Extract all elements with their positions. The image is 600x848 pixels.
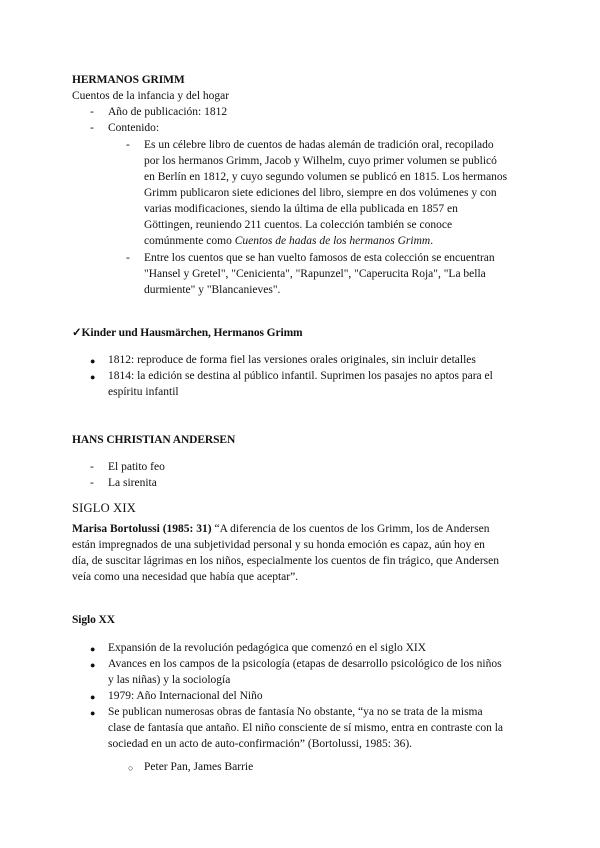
grimm-desc-line-last xyxy=(144,233,433,249)
grimm-subtitle: Cuentos de la infancia y del hogar xyxy=(72,90,230,102)
sigloxx-bullet-cont: sociedad en un acto de auto-confirmación” (Bortolussi, 1985: 36). xyxy=(108,738,413,750)
grimm-item-year: Año de publicación: 1812 xyxy=(108,106,228,118)
quote-author: Marisa Bortolussi (1985: 31) xyxy=(72,523,212,535)
grimm-desc-line: por los hermanos Grimm, Jacob y Wilhelm, cuyo primer volumen se publicó xyxy=(144,155,497,167)
kinder-bullet: 1812: reproduce de forma fiel las versiones orales originales, sin incluir detalles xyxy=(108,354,476,366)
grimm-item-content: Contenido: xyxy=(108,122,160,134)
kinder-bullet: 1814: la edición se destina al público infantil. Suprimen los pasajes no aptos para el xyxy=(108,370,493,382)
quote-text: “A diferencia de los cuentos de los Grimm, los de Andersen xyxy=(211,523,490,535)
sigloxx-sub-item: Peter Pan, James Barrie xyxy=(144,761,254,773)
grimm-book-title: Cuentos de hadas de los hermanos Grimm xyxy=(234,235,431,247)
bullet-dot: ● xyxy=(90,356,96,366)
sigloxx-bullet: Avances en los campos de la psicología (etapas de desarrollo psicológico de los niños xyxy=(108,658,502,670)
bullet-dot: ● xyxy=(90,692,96,702)
sigloxx-bullet: Expansión de la revolución pedagógica que comenzó en el siglo XIX xyxy=(108,642,427,654)
grimm-famous-line: "Hansel y Gretel", "Cenicienta", "Rapunzel", "Caperucita Roja", "La bella xyxy=(144,268,486,280)
andersen-item: El patito feo xyxy=(108,461,165,473)
circle-marker: ○ xyxy=(128,763,134,773)
grimm-desc-line: varias modificaciones, siendo la última de ella publicada en 1857 en xyxy=(144,203,458,215)
quote-line-first xyxy=(72,521,489,537)
siglo-xx-title: Siglo XX xyxy=(72,614,115,626)
bullet-dot: ● xyxy=(90,372,96,382)
grimm-desc-line: Grimm publicaron siete ediciones del libro, siempre en dos volúmenes y con xyxy=(144,187,497,199)
dash-marker: - xyxy=(90,477,94,489)
grimm-desc-line: Es un célebre libro de cuentos de hadas alemán de tradición oral, recopilado xyxy=(144,139,494,151)
andersen-item: La sirenita xyxy=(108,477,157,489)
quote-line: veía como una necesidad que había que aceptar”. xyxy=(72,571,299,583)
andersen-title: HANS CHRISTIAN ANDERSEN xyxy=(72,434,236,446)
grimm-famous-line: Entre los cuentos que se han vuelto famosos de esta colección se encuentran xyxy=(144,252,495,264)
dash-marker: - xyxy=(90,122,94,134)
bullet-dot: ● xyxy=(90,644,96,654)
grimm-desc-end: . xyxy=(430,235,434,247)
dash-marker: - xyxy=(126,139,130,151)
dash-marker: - xyxy=(126,252,130,264)
kinder-title: ✓Kinder und Hausmärchen, Hermanos Grimm xyxy=(72,327,303,339)
grimm-desc-line: Göttingen, reuniendo 211 cuentos. La colección también se conoce xyxy=(144,219,453,231)
dash-marker: - xyxy=(90,461,94,473)
grimm-famous-line: durmiente" y "Blancanieves". xyxy=(144,284,281,296)
kinder-bullet-cont: espíritu infantil xyxy=(108,386,179,398)
sigloxx-bullet: Se publican numerosas obras de fantasía No obstante, “ya no se trata de la misma xyxy=(108,706,483,718)
bullet-dot: ● xyxy=(90,660,96,670)
grimm-desc-text: comúnmente como xyxy=(144,235,235,247)
sigloxx-bullet: 1979: Año Internacional del Niño xyxy=(108,690,263,702)
grimm-title: HERMANOS GRIMM xyxy=(72,74,185,86)
grimm-desc-line: en Berlín en 1812, y cuyo segundo volumen se publicó en 1815. Los hermanos xyxy=(144,171,508,183)
quote-line: están impregnados de una subjetividad personal y su honda emoción es capaz, aún hoy en xyxy=(72,539,485,551)
sigloxx-bullet-cont: y las niñas) y la sociología xyxy=(108,674,231,686)
bullet-dot: ● xyxy=(90,708,96,718)
siglo-xix-heading: SIGLO XIX xyxy=(72,501,136,515)
dash-marker: - xyxy=(90,106,94,118)
quote-line: día, de suscitar lágrimas en los niños, especialmente los cuentos de fin trágico, que Andersen xyxy=(72,555,499,567)
sigloxx-bullet-cont: clase de fantasía que antaño. El niño consciente de sí mismo, entra en contraste con la xyxy=(108,722,504,734)
